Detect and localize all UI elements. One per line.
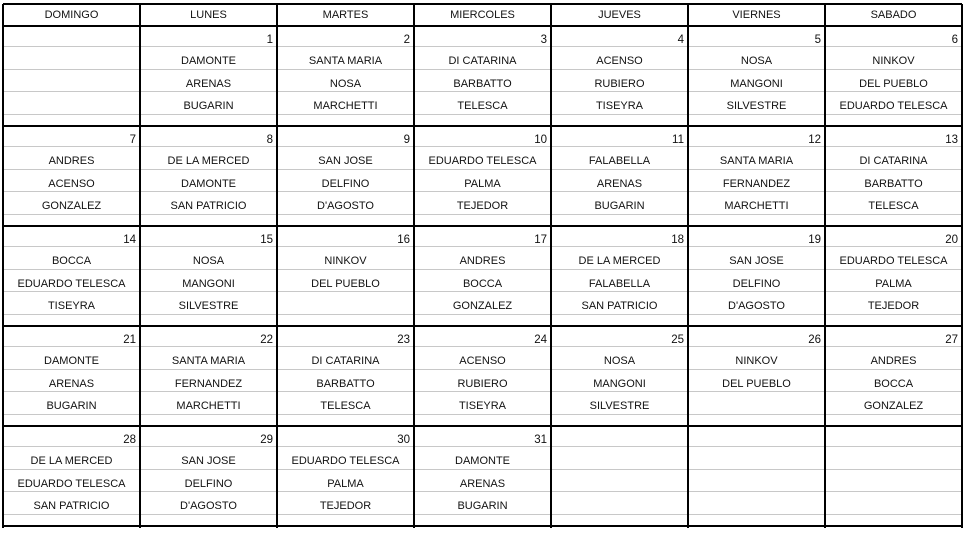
assigned-name: SAN JOSE — [729, 255, 784, 267]
day-number: 9 — [403, 134, 410, 146]
assigned-name: RUBIERO — [594, 77, 645, 90]
day-cell[interactable] — [140, 226, 277, 326]
day-number: 21 — [123, 334, 136, 346]
assigned-name: EDUARDO TELESCA — [839, 100, 948, 112]
assigned-name: NINKOV — [324, 255, 367, 267]
assigned-name: SANTA MARIA — [308, 55, 383, 67]
day-number: 27 — [945, 334, 958, 346]
assigned-name: EDUARDO TELESCA — [17, 477, 126, 490]
day-number: 17 — [534, 234, 547, 246]
assigned-name: PALMA — [327, 477, 364, 490]
assigned-name: DEL PUEBLO — [311, 277, 380, 290]
assigned-name: DI CATARINA — [859, 155, 928, 167]
assigned-name: BARBATTO — [453, 77, 512, 90]
assigned-name: SAN PATRICIO — [170, 200, 247, 212]
day-number: 8 — [266, 134, 273, 146]
assigned-name: FALABELLA — [588, 277, 651, 290]
day-cell[interactable] — [140, 426, 277, 526]
row-border — [3, 125, 962, 127]
assigned-name: EDUARDO TELESCA — [291, 455, 400, 467]
assigned-name: DELFINO — [321, 177, 370, 190]
day-number: 1 — [266, 34, 273, 46]
assigned-name: DE LA MERCED — [30, 455, 113, 467]
day-cell[interactable] — [825, 426, 962, 526]
day-cell[interactable] — [414, 126, 551, 226]
assigned-name: PALMA — [875, 277, 912, 290]
day-cell[interactable] — [277, 126, 414, 226]
assigned-name: MARCHETTI — [724, 200, 789, 212]
column-border — [413, 4, 415, 528]
assigned-name: TEJEDOR — [319, 500, 372, 512]
day-cell[interactable] — [277, 26, 414, 126]
assigned-name: DAMONTE — [44, 355, 99, 367]
column-border — [824, 4, 826, 528]
assigned-name: TISEYRA — [47, 300, 96, 312]
day-cell[interactable] — [551, 226, 688, 326]
assigned-name: ACENSO — [48, 177, 95, 190]
day-cell[interactable] — [688, 326, 825, 426]
row-border — [3, 225, 962, 227]
day-cell[interactable] — [688, 226, 825, 326]
day-cell[interactable] — [3, 226, 140, 326]
header-domingo: DOMINGO — [44, 9, 99, 21]
assigned-name: GONZALEZ — [452, 300, 513, 312]
assigned-name: BUGARIN — [183, 100, 234, 112]
assigned-name: PALMA — [464, 177, 501, 190]
assigned-name: EDUARDO TELESCA — [17, 277, 126, 290]
assigned-name: TELESCA — [868, 200, 919, 212]
assigned-name: BOCCA — [51, 255, 92, 267]
column-border — [550, 4, 552, 528]
day-number: 12 — [808, 134, 821, 146]
assigned-name: ANDRES — [870, 355, 917, 367]
assigned-name: BUGARIN — [457, 500, 508, 512]
assigned-name: DELFINO — [184, 477, 233, 490]
assigned-name: SANTA MARIA — [719, 155, 794, 167]
assigned-name: MANGONI — [593, 377, 646, 390]
column-border — [687, 4, 689, 528]
day-cell[interactable] — [551, 26, 688, 126]
row-border — [3, 25, 962, 27]
day-number: 19 — [808, 234, 821, 246]
row-border — [3, 525, 962, 527]
header-sabado: SABADO — [870, 9, 917, 21]
assigned-name: MANGONI — [730, 77, 783, 90]
day-number: 22 — [260, 334, 273, 346]
assigned-name: ARENAS — [48, 377, 95, 390]
assigned-name: TISEYRA — [458, 400, 507, 412]
day-cell[interactable] — [825, 226, 962, 326]
day-number: 3 — [540, 34, 547, 46]
assigned-name: TELESCA — [457, 100, 508, 112]
assigned-name: FALABELLA — [588, 155, 651, 167]
day-cell[interactable] — [140, 26, 277, 126]
header-lunes: LUNES — [190, 9, 227, 21]
row-border — [3, 325, 962, 327]
assigned-name: TELESCA — [320, 400, 371, 412]
row-border — [3, 3, 962, 5]
assigned-name: DEL PUEBLO — [859, 77, 928, 90]
assigned-name: BUGARIN — [594, 200, 645, 212]
day-number: 7 — [129, 134, 136, 146]
assigned-name: SAN JOSE — [318, 155, 373, 167]
day-cell[interactable] — [140, 126, 277, 226]
day-cell[interactable] — [688, 26, 825, 126]
day-cell[interactable] — [3, 126, 140, 226]
day-cell[interactable] — [551, 326, 688, 426]
day-cell[interactable] — [277, 426, 414, 526]
assigned-name: NOSA — [603, 355, 636, 367]
day-number: 6 — [951, 34, 958, 46]
day-cell[interactable] — [688, 126, 825, 226]
assigned-name: DAMONTE — [181, 177, 236, 190]
assigned-name: TISEYRA — [595, 100, 644, 112]
assigned-name: D'AGOSTO — [317, 200, 374, 212]
assigned-name: SILVESTRE — [589, 400, 650, 412]
day-cell[interactable] — [414, 326, 551, 426]
assigned-name: TEJEDOR — [867, 300, 920, 312]
day-number: 30 — [397, 434, 410, 446]
day-number: 24 — [534, 334, 547, 346]
day-number: 28 — [123, 434, 136, 446]
assigned-name: MANGONI — [182, 277, 235, 290]
day-number: 23 — [397, 334, 410, 346]
assigned-name: NOSA — [740, 55, 773, 67]
assigned-name: MARCHETTI — [313, 100, 378, 112]
assigned-name: DE LA MERCED — [578, 255, 661, 267]
day-cell[interactable] — [140, 326, 277, 426]
header-martes: MARTES — [322, 9, 369, 21]
day-cell[interactable] — [414, 426, 551, 526]
day-cell[interactable] — [277, 326, 414, 426]
column-border — [276, 4, 278, 528]
day-cell[interactable] — [277, 226, 414, 326]
day-number: 25 — [671, 334, 684, 346]
assigned-name: D'AGOSTO — [180, 500, 237, 512]
day-number: 11 — [672, 134, 684, 146]
assigned-name: MARCHETTI — [176, 400, 241, 412]
day-cell[interactable] — [825, 126, 962, 226]
assigned-name: FERNANDEZ — [722, 177, 791, 190]
assigned-name: DE LA MERCED — [167, 155, 250, 167]
day-number: 18 — [671, 234, 684, 246]
assigned-name: BUGARIN — [46, 400, 97, 412]
assigned-name: BOCCA — [462, 277, 503, 290]
assigned-name: GONZALEZ — [863, 400, 924, 412]
assigned-name: TEJEDOR — [456, 200, 509, 212]
day-number: 2 — [403, 34, 410, 46]
day-cell[interactable] — [3, 426, 140, 526]
day-cell[interactable] — [414, 26, 551, 126]
day-cell[interactable] — [825, 26, 962, 126]
assigned-name: DI CATARINA — [448, 55, 517, 67]
assigned-name: SAN JOSE — [181, 455, 236, 467]
assigned-name: EDUARDO TELESCA — [839, 255, 948, 267]
day-number: 20 — [945, 234, 958, 246]
assigned-name: RUBIERO — [457, 377, 508, 390]
day-cell[interactable] — [688, 426, 825, 526]
assigned-name: BOCCA — [873, 377, 914, 390]
day-number: 4 — [677, 34, 684, 46]
day-cell[interactable] — [414, 226, 551, 326]
header-jueves: JUEVES — [598, 9, 641, 21]
header-miercoles: MIERCOLES — [450, 9, 515, 21]
assigned-name: ANDRES — [48, 155, 95, 167]
day-number: 15 — [260, 234, 273, 246]
day-number: 31 — [534, 434, 547, 446]
assigned-name: GONZALEZ — [41, 200, 102, 212]
day-cell[interactable] — [551, 426, 688, 526]
header-viernes: VIERNES — [732, 9, 781, 21]
column-border — [2, 4, 4, 528]
day-number: 16 — [397, 234, 410, 246]
day-number: 5 — [814, 34, 821, 46]
assigned-name: NOSA — [329, 77, 362, 90]
day-cell[interactable] — [551, 126, 688, 226]
assigned-name: SILVESTRE — [726, 100, 787, 112]
assigned-name: BARBATTO — [864, 177, 923, 190]
assigned-name: DAMONTE — [181, 55, 236, 67]
day-cell[interactable] — [3, 326, 140, 426]
assigned-name: FERNANDEZ — [174, 377, 243, 390]
assigned-name: NINKOV — [735, 355, 778, 367]
assigned-name: ARENAS — [596, 177, 643, 190]
assigned-name: BARBATTO — [316, 377, 375, 390]
day-cell[interactable] — [825, 326, 962, 426]
assigned-name: NOSA — [192, 255, 225, 267]
assigned-name: ARENAS — [459, 477, 506, 490]
assigned-name: DEL PUEBLO — [722, 377, 791, 390]
assigned-name: SAN PATRICIO — [581, 300, 658, 312]
assigned-name: ANDRES — [459, 255, 506, 267]
column-border — [139, 4, 141, 528]
day-number: 29 — [260, 434, 273, 446]
assigned-name: ACENSO — [459, 355, 506, 367]
assigned-name: DELFINO — [732, 277, 781, 290]
assigned-name: ARENAS — [185, 77, 232, 90]
assigned-name: DI CATARINA — [311, 355, 380, 367]
assigned-name: EDUARDO TELESCA — [428, 155, 537, 167]
assigned-name: D'AGOSTO — [728, 300, 785, 312]
day-number: 26 — [808, 334, 821, 346]
day-number: 14 — [123, 234, 136, 246]
assigned-name: SAN PATRICIO — [33, 500, 110, 512]
day-number: 13 — [945, 134, 958, 146]
assigned-name: NINKOV — [872, 55, 915, 67]
assigned-name: SILVESTRE — [178, 300, 239, 312]
day-number: 10 — [534, 134, 547, 146]
row-border — [3, 425, 962, 427]
assigned-name: DAMONTE — [455, 455, 510, 467]
day-cell[interactable] — [3, 26, 140, 126]
assigned-name: ACENSO — [596, 55, 643, 67]
assigned-name: SANTA MARIA — [171, 355, 246, 367]
